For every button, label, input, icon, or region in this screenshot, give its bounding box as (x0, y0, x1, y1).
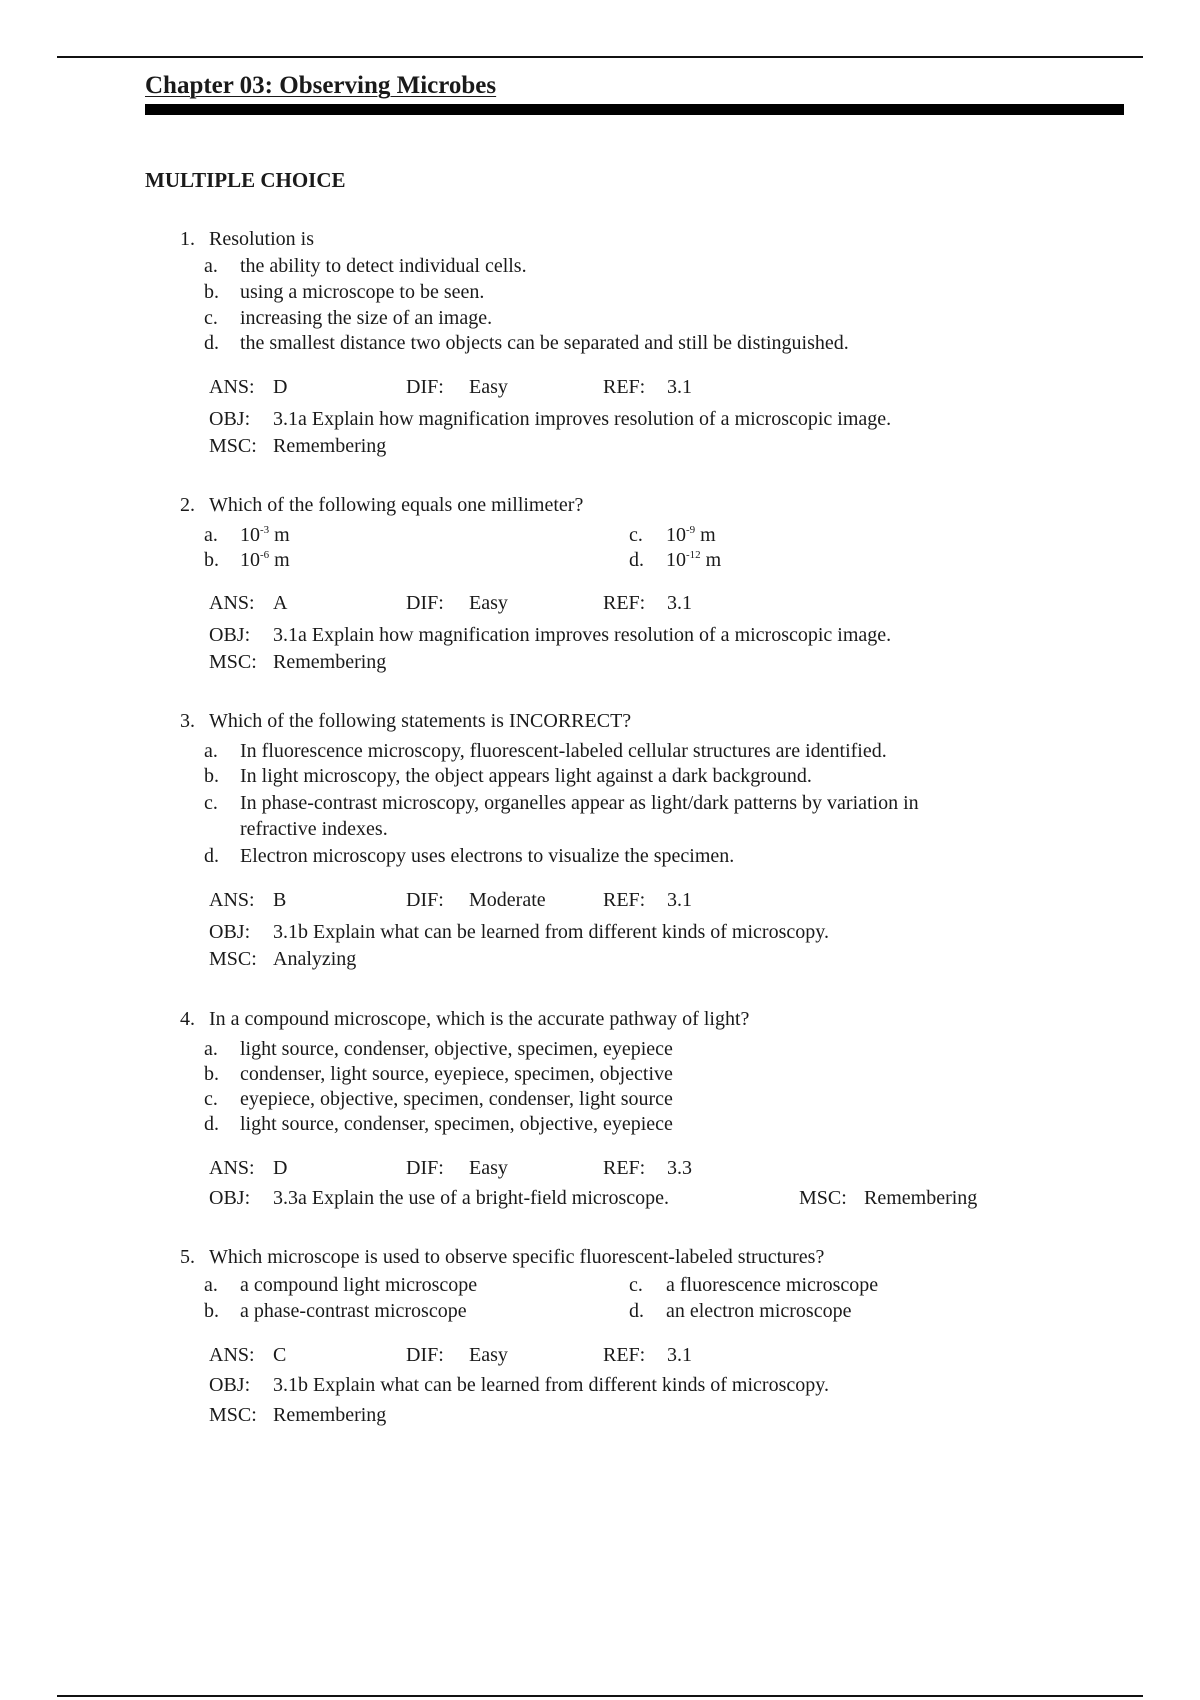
choice-text: In fluorescence microscopy, fluorescent-labeled cellular structures are identified. (240, 740, 887, 762)
choice-text: $10^{-3}$ m (240, 524, 290, 546)
dif-value: Easy (469, 1157, 508, 1179)
obj-label: OBJ: (209, 921, 251, 943)
msc-label: MSC: (799, 1187, 847, 1209)
choice-text: In phase-contrast microscopy, organelles appear as light/dark patterns by variation in (240, 792, 919, 814)
ref-value: 3.1 (667, 592, 692, 614)
choice-text: a fluorescence microscope (666, 1274, 879, 1296)
choice-text: In light microscopy, the object appears light against a dark background. (240, 765, 812, 787)
choice-label: d. (204, 845, 219, 867)
choice-label: a. (204, 255, 218, 277)
ans-label: ANS: (209, 592, 255, 614)
question-number: 2. (180, 494, 195, 516)
ans-label: ANS: (209, 889, 255, 911)
choice-label: c. (204, 792, 218, 814)
choice-label: b. (204, 1300, 219, 1322)
choice-text: a phase-contrast microscope (240, 1300, 467, 1322)
choice-label: c. (204, 1088, 218, 1110)
ref-label: REF: (603, 889, 646, 911)
ref-value: 3.1 (667, 376, 692, 398)
obj-label: OBJ: (209, 408, 251, 430)
choice-label: c. (629, 1274, 643, 1296)
choice-label: b. (204, 549, 219, 571)
dif-label: DIF: (406, 1344, 444, 1366)
question-stem: Which microscope is used to observe specific fluorescent-labeled structures? (209, 1246, 825, 1268)
choice-text: using a microscope to be seen. (240, 281, 485, 303)
ans-label: ANS: (209, 1344, 255, 1366)
choice-text: eyepiece, objective, specimen, condenser, light source (240, 1088, 673, 1110)
dif-label: DIF: (406, 592, 444, 614)
dif-label: DIF: (406, 376, 444, 398)
msc-label: MSC: (209, 948, 257, 970)
obj-value: 3.1a Explain how magnification improves resolution of a microscopic image. (273, 624, 892, 646)
question-number: 5. (180, 1246, 195, 1268)
question-number: 1. (180, 228, 195, 250)
choice-text: $10^{-6}$ m (240, 549, 290, 571)
choice-text-continued: refractive indexes. (240, 818, 388, 840)
question-stem: Which of the following statements is INCORRECT? (209, 710, 632, 732)
dif-value: Easy (469, 1344, 508, 1366)
choice-label: c. (629, 524, 643, 546)
ans-label: ANS: (209, 1157, 255, 1179)
ref-value: 3.3 (667, 1157, 692, 1179)
choice-label: b. (204, 1063, 219, 1085)
dif-value: Moderate (469, 889, 546, 911)
msc-value: Remembering (273, 1404, 387, 1426)
choice-label: d. (629, 1300, 644, 1322)
choice-text: condenser, light source, eyepiece, specimen, objective (240, 1063, 673, 1085)
choice-label: b. (204, 765, 219, 787)
choice-text: light source, condenser, specimen, objective, eyepiece (240, 1113, 673, 1135)
top-rule (57, 56, 1143, 58)
ans-label: ANS: (209, 376, 255, 398)
question-number: 3. (180, 710, 195, 732)
choice-text: a compound light microscope (240, 1274, 478, 1296)
obj-value: 3.1a Explain how magnification improves resolution of a microscopic image. (273, 408, 892, 430)
choice-label: d. (204, 1113, 219, 1135)
bottom-rule (57, 1695, 1143, 1697)
obj-value: 3.3a Explain the use of a bright-field microscope. (273, 1187, 669, 1209)
choice-text: Electron microscopy uses electrons to visualize the specimen. (240, 845, 735, 867)
msc-label: MSC: (209, 651, 257, 673)
title-underline-bar (145, 104, 1124, 115)
choice-text: an electron microscope (666, 1300, 852, 1322)
msc-value: Remembering (273, 651, 387, 673)
obj-label: OBJ: (209, 1187, 251, 1209)
choice-text: light source, condenser, objective, specimen, eyepiece (240, 1038, 673, 1060)
question-stem: In a compound microscope, which is the accurate pathway of light? (209, 1008, 750, 1030)
choice-label: b. (204, 281, 219, 303)
ref-label: REF: (603, 1344, 646, 1366)
ref-label: REF: (603, 592, 646, 614)
ans-value: A (273, 592, 288, 614)
question-stem: Which of the following equals one millimeter? (209, 494, 584, 516)
ref-label: REF: (603, 376, 646, 398)
msc-value: Analyzing (273, 948, 357, 970)
ref-value: 3.1 (667, 1344, 692, 1366)
choice-label: a. (204, 740, 218, 762)
choice-label: a. (204, 1274, 218, 1296)
ans-value: D (273, 1157, 288, 1179)
obj-value: 3.1b Explain what can be learned from different kinds of microscopy. (273, 921, 829, 943)
msc-value: Remembering (864, 1187, 978, 1209)
choice-text: increasing the size of an image. (240, 307, 493, 329)
ans-value: C (273, 1344, 287, 1366)
obj-label: OBJ: (209, 624, 251, 646)
dif-value: Easy (469, 592, 508, 614)
msc-value: Remembering (273, 435, 387, 457)
choice-text: $10^{-9}$ m (666, 524, 716, 546)
ref-value: 3.1 (667, 889, 692, 911)
dif-label: DIF: (406, 889, 444, 911)
choice-label: d. (629, 549, 644, 571)
choice-label: d. (204, 332, 219, 354)
ans-value: D (273, 376, 288, 398)
choice-label: c. (204, 307, 218, 329)
ref-label: REF: (603, 1157, 646, 1179)
choice-label: a. (204, 524, 218, 546)
choice-label: a. (204, 1038, 218, 1060)
obj-label: OBJ: (209, 1374, 251, 1396)
choice-text: $10^{-12}$ m (666, 549, 722, 571)
question-stem: Resolution is (209, 228, 315, 250)
dif-value: Easy (469, 376, 508, 398)
choice-text: the smallest distance two objects can be separated and still be distinguished. (240, 332, 849, 354)
dif-label: DIF: (406, 1157, 444, 1179)
msc-label: MSC: (209, 1404, 257, 1426)
obj-value: 3.1b Explain what can be learned from different kinds of microscopy. (273, 1374, 829, 1396)
question-number: 4. (180, 1008, 195, 1030)
ans-value: B (273, 889, 287, 911)
chapter-title: Chapter 03: Observing Microbes (145, 72, 497, 99)
msc-label: MSC: (209, 435, 257, 457)
choice-text: the ability to detect individual cells. (240, 255, 527, 277)
section-heading: MULTIPLE CHOICE (145, 168, 346, 192)
